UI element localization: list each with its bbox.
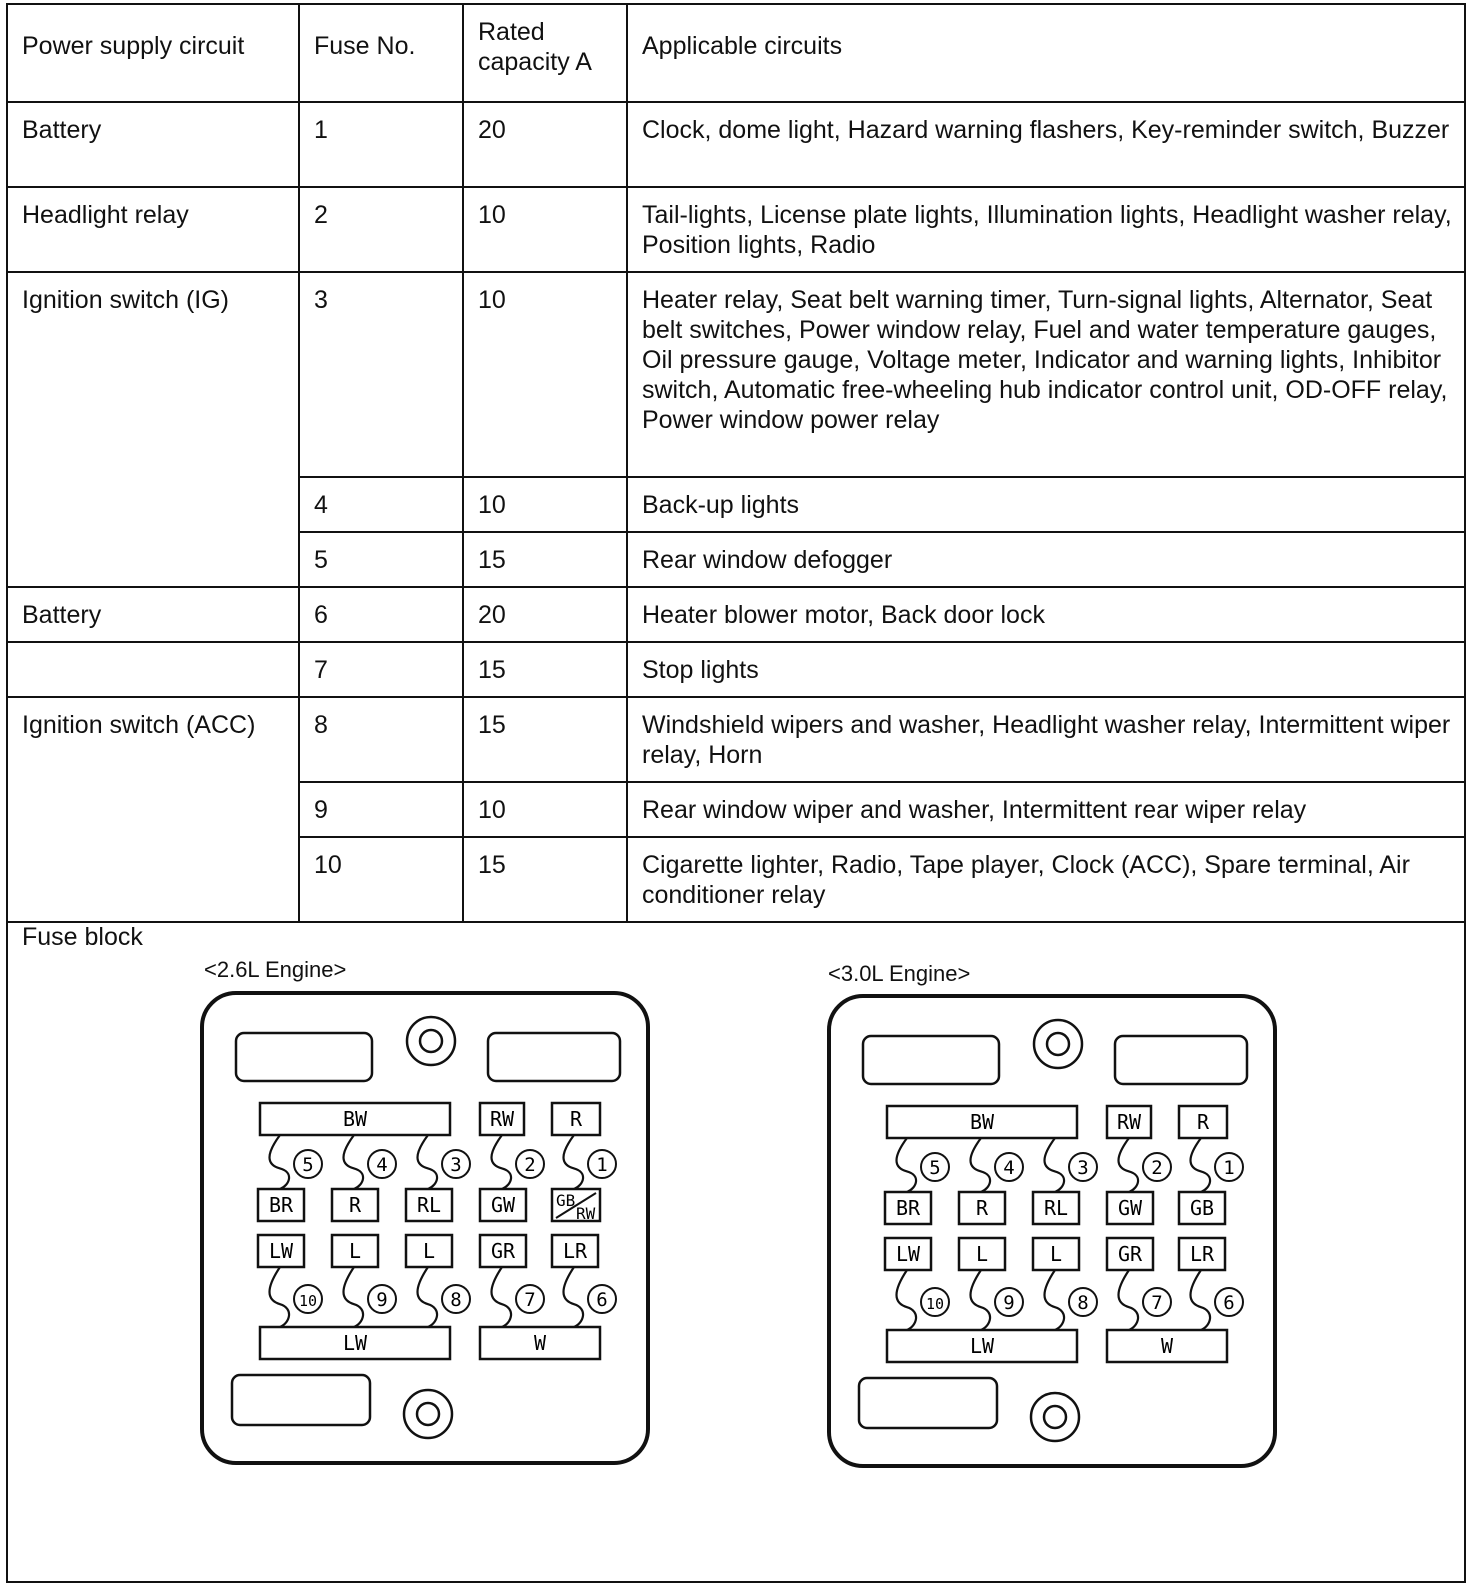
fuse-number: 5: [302, 1154, 314, 1176]
circuits-cell: Rear window wiper and washer, Intermittent rear wiper relay: [627, 782, 1466, 837]
top-bus-bw-label: BW: [969, 1110, 995, 1134]
fuse-number: 6: [596, 1289, 608, 1311]
supply-cell: Headlight relay: [8, 187, 299, 272]
header-fuse-no: Fuse No.: [299, 5, 463, 102]
fuse-no-cell: 5: [299, 532, 463, 587]
fuse-number: 4: [1003, 1157, 1015, 1179]
fuse-number: 8: [450, 1289, 462, 1311]
terminal-upper-label: R: [348, 1193, 362, 1217]
table-row: [8, 587, 1466, 642]
fuse-number: 10: [298, 1292, 318, 1310]
fuse-no-cell: 10: [299, 837, 463, 922]
fuse-number: 9: [376, 1289, 388, 1311]
terminal-upper-label: GW: [1117, 1196, 1143, 1220]
fuse-number: 7: [524, 1289, 536, 1311]
table-row: [8, 642, 1466, 697]
fuse-number: 1: [1223, 1157, 1235, 1179]
capacity-cell: 15: [463, 697, 627, 782]
supply-cell: Ignition switch (IG): [8, 272, 299, 587]
engine-label-3-0l: <3.0L Engine>: [828, 961, 971, 986]
circuits-cell: Windshield wipers and washer, Headlight washer relay, Intermittent wiper relay, Horn: [627, 697, 1466, 782]
fuse-no-cell: 9: [299, 782, 463, 837]
header-power-supply: Power supply circuit: [8, 5, 299, 102]
terminal-lower-label: LW: [268, 1239, 294, 1263]
fuse-number: 10: [925, 1295, 945, 1313]
capacity-cell: 15: [463, 532, 627, 587]
circuits-cell: Clock, dome light, Hazard warning flashers, Key-reminder switch, Buzzer: [627, 102, 1466, 187]
circuits-cell: Cigarette lighter, Radio, Tape player, Clock (ACC), Spare terminal, Air conditioner relay: [627, 837, 1466, 922]
circuits-cell: Heater blower motor, Back door lock: [627, 587, 1466, 642]
terminal-lower-label: L: [348, 1239, 362, 1263]
capacity-cell: 15: [463, 837, 627, 922]
fuse-no-cell: 7: [299, 642, 463, 697]
terminal-upper-label: BR: [268, 1193, 294, 1217]
supply-cell: [8, 642, 299, 697]
table-header-row: [8, 5, 1466, 102]
table-row: [8, 187, 1466, 272]
supply-cell: Battery: [8, 102, 299, 187]
fuse-number: 6: [1223, 1292, 1235, 1314]
terminal-upper-label: R: [975, 1196, 989, 1220]
mounting-slot: [859, 1378, 997, 1428]
terminal-upper-label: GB: [1189, 1196, 1215, 1220]
circuits-cell: Back-up lights: [627, 477, 1466, 532]
table-row: [8, 697, 1466, 782]
terminal-lower-label: L: [422, 1239, 436, 1263]
terminal-lower-label: GR: [1117, 1242, 1143, 1266]
fuse-no-cell: 3: [299, 272, 463, 477]
fuse-block-diagram-2-6l: [192, 989, 654, 1473]
mounting-slot: [232, 1375, 370, 1425]
capacity-cell: 10: [463, 187, 627, 272]
mounting-slot: [1115, 1036, 1247, 1084]
terminal-upper-label: RL: [1043, 1196, 1069, 1220]
terminal-rw-label: RW: [576, 1204, 596, 1223]
engine-label-2-6l: <2.6L Engine>: [204, 957, 347, 982]
mounting-slot: [236, 1033, 372, 1081]
fuse-number: 2: [1151, 1157, 1163, 1179]
bottom-bus-w-label: W: [533, 1331, 547, 1355]
supply-cell: Battery: [8, 587, 299, 642]
fuse-block-section: [8, 919, 1466, 1583]
terminal-lower-label: LR: [1189, 1242, 1215, 1266]
fuse-number: 3: [450, 1154, 462, 1176]
bottom-bus-lw-label: LW: [969, 1334, 995, 1358]
bottom-bus-w-label: W: [1160, 1334, 1174, 1358]
screw-hole-inner: [1044, 1406, 1066, 1428]
terminal-upper-label: BR: [895, 1196, 921, 1220]
terminal-lower-label: LR: [562, 1239, 588, 1263]
terminal-lower-label: LW: [895, 1242, 921, 1266]
fuse-no-cell: 8: [299, 697, 463, 782]
terminal-rw-label: RW: [1116, 1110, 1142, 1134]
fuse-document: [6, 3, 1466, 1583]
table-row: [8, 102, 1466, 187]
circuits-cell: Stop lights: [627, 642, 1466, 697]
terminal-upper-label: RL: [416, 1193, 442, 1217]
header-applicable-circuits: Applicable circuits: [627, 5, 1466, 102]
fuse-number: 8: [1077, 1292, 1089, 1314]
mounting-slot: [488, 1033, 620, 1081]
fuse-number: 4: [376, 1154, 388, 1176]
supply-cell: Ignition switch (ACC): [8, 697, 299, 922]
capacity-cell: 10: [463, 272, 627, 477]
terminal-r-label: R: [569, 1107, 583, 1131]
terminal-lower-label: L: [975, 1242, 989, 1266]
fuse-no-cell: 2: [299, 187, 463, 272]
fuse-number: 5: [929, 1157, 941, 1179]
fuse-number: 1: [596, 1154, 608, 1176]
fuse-block-title: Fuse block: [22, 923, 143, 951]
table-row: [8, 272, 1466, 477]
capacity-cell: 15: [463, 642, 627, 697]
terminal-upper-label: GW: [490, 1193, 516, 1217]
terminal-gb-label: GB: [556, 1191, 576, 1210]
fuse-number: 2: [524, 1154, 536, 1176]
fuse-no-cell: 6: [299, 587, 463, 642]
capacity-cell: 20: [463, 102, 627, 187]
circuits-cell: Heater relay, Seat belt warning timer, Turn-signal lights, Alternator, Seat belt switches, Power window relay, Fuel and water temperature gauges, Oil pressure gauge, Voltage meter, Indicator and warning lights, Inhibitor switch, Automatic free-wheeling hub indicator control unit, OD-OFF relay, Power window power relay: [627, 272, 1466, 477]
fuse-number: 9: [1003, 1292, 1015, 1314]
circuits-cell: Tail-lights, License plate lights, Illumination lights, Headlight washer relay, Position lights, Radio: [627, 187, 1466, 272]
terminal-lower-label: L: [1049, 1242, 1063, 1266]
capacity-cell: 10: [463, 477, 627, 532]
terminal-r-label: R: [1196, 1110, 1210, 1134]
terminal-lower-label: GR: [490, 1239, 516, 1263]
fuse-table: [8, 5, 1466, 923]
fuse-number: 3: [1077, 1157, 1089, 1179]
capacity-cell: 10: [463, 782, 627, 837]
fuse-no-cell: 4: [299, 477, 463, 532]
screw-hole-inner: [420, 1030, 442, 1052]
mounting-slot: [863, 1036, 999, 1084]
screw-hole-inner: [1047, 1033, 1069, 1055]
fuse-number: 7: [1151, 1292, 1163, 1314]
header-rated-capacity: Rated capacity A: [463, 5, 627, 102]
fuse-block-diagram-3-0l: [819, 992, 1281, 1476]
terminal-rw-label: RW: [489, 1107, 515, 1131]
fuse-no-cell: 1: [299, 102, 463, 187]
circuits-cell: Rear window defogger: [627, 532, 1466, 587]
top-bus-bw-label: BW: [342, 1107, 368, 1131]
capacity-cell: 20: [463, 587, 627, 642]
screw-hole-inner: [417, 1403, 439, 1425]
bottom-bus-lw-label: LW: [342, 1331, 368, 1355]
